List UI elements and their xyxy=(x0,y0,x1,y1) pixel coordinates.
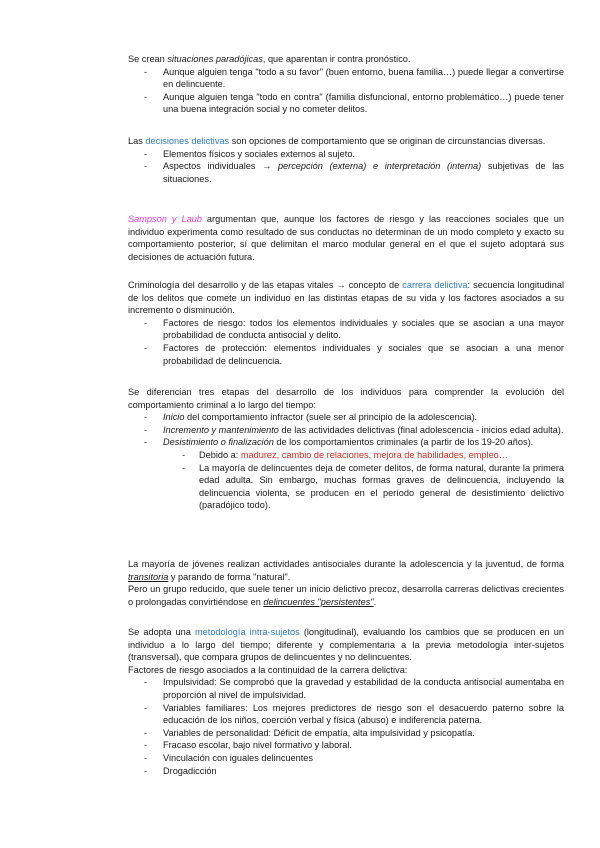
text-run: Se crean xyxy=(128,54,168,64)
list-item xyxy=(128,752,564,765)
text-run: : secuencia longitudinal de los delitos que comete un individuo en las distintas etapas de su vida y los factores asociados a su incremento o disminución. xyxy=(128,280,564,316)
list-item-text: Fracaso escolar, bajo nivel formativo y laboral. xyxy=(163,740,352,751)
bullet-dash: - xyxy=(182,462,186,473)
emphasis-text: Desistimiento o finalización xyxy=(163,437,274,448)
emphasis-text: delincuentes "persistentes" xyxy=(263,596,374,607)
career-paragraph xyxy=(128,279,564,317)
list-item xyxy=(128,91,564,116)
sub-list-item xyxy=(128,462,564,512)
bullet-dash: - xyxy=(144,677,148,688)
bullet-dash: - xyxy=(144,342,148,353)
stages-paragraph: Se diferencian tres etapas del desarrollo de los individuos para comprender la evolución del comportamiento criminal a lo largo del tiempo: xyxy=(128,387,564,410)
emphasis-text: percepción (externa) e interpretación (interna) xyxy=(277,161,482,172)
highlighted-term: metodología intra-sujetos xyxy=(195,627,300,637)
bullet-dash: - xyxy=(144,437,148,448)
text-run: La mayoría de jóvenes realizan actividades antisociales durante la adolescencia y la juventud, de forma xyxy=(128,559,564,569)
text-run: Las xyxy=(128,136,146,146)
criminal-decisions-section xyxy=(128,135,564,185)
list-item xyxy=(128,727,564,740)
list-item-text: Aunque alguien tenga "todo a su favor" (buen entorno, buena familia…) puede llegar a convertirse en delincuente. xyxy=(163,66,564,90)
text-run: Pero un grupo reducido, que suele tener un inicio delictivo precoz, desarrolla carreras delictivas crecientes o prolongadas convirtiéndose en xyxy=(128,584,564,607)
text-run: , que aparentan ir contra pronóstico. xyxy=(262,54,411,64)
list-item xyxy=(128,765,564,778)
highlighted-term: decisiones delictivas xyxy=(145,136,230,146)
sampson-laub-paragraph xyxy=(128,213,564,263)
bullet-dash: - xyxy=(182,449,186,460)
emphasis-text: Incremento y mantenimiento xyxy=(163,424,279,435)
bullet-dash: - xyxy=(144,765,148,776)
bullet-dash: - xyxy=(144,317,148,328)
development-stages-section xyxy=(128,386,564,512)
risk-factors-list xyxy=(128,676,564,777)
list-item-text: Factores de riesgo: todos los elementos individuales y sociales que se asocian a una mayor probabilidad de conducta antisocial y delito. xyxy=(163,317,564,341)
list-item xyxy=(128,676,564,701)
bullet-dash: - xyxy=(144,66,148,77)
list-item-text: Factores de protección: elementos individuales y sociales que se asocian a una menor probabilidad de delincuencia. xyxy=(163,342,564,366)
paradox-list xyxy=(128,66,564,116)
text-run: argumentan que, aunque los factores de riesgo y las reacciones sociales que un individuo experimenta como resultado de sus conductas no determinan de un modo completo y exacto su comportamiento posterior, sí que delimitan el marco modular general en el que el sujeto adoptará sus decisiones de actuación futura. xyxy=(128,214,565,262)
bullet-dash: - xyxy=(144,752,148,763)
list-item xyxy=(128,160,564,185)
list-item-text: Impulsividad: Se comprobó que la gravedad y estabilidad de la conducta antisocial aumentaba en proporción al nivel de impulsividad. xyxy=(163,677,564,700)
text-run: . xyxy=(373,596,377,607)
paradoxical-situations-section xyxy=(128,53,564,116)
list-item xyxy=(128,66,564,91)
emphasis-text: Inicio xyxy=(163,412,185,423)
text-run: Se adopta una xyxy=(128,627,195,637)
list-item xyxy=(128,148,564,161)
list-item xyxy=(128,436,564,449)
text-run: son opciones de comportamiento que se originan de circunstancias diversas. xyxy=(229,136,546,146)
list-item xyxy=(128,424,564,437)
text-run: de los comportamientos criminales (a partir de los 19-20 años). xyxy=(273,437,534,448)
list-item-text: Aunque alguien tenga "todo en contra" (familia disfuncional, entorno problemático…) puede tener una buena integración social y no cometer delitos. xyxy=(163,91,564,115)
risk-factors-heading: Factores de riesgo asociados a la continuidad de la carrera delictiva: xyxy=(128,664,408,675)
list-item-text: Drogadicción xyxy=(163,765,217,776)
paradox-paragraph xyxy=(128,53,564,66)
transitory-persistent-section xyxy=(128,558,564,608)
list-item-text: Elementos físicos y sociales externos al sujeto. xyxy=(163,148,356,159)
text-run: del comportamiento infractor (suele ser al principio de la adolescencia). xyxy=(184,412,478,423)
methodology-section xyxy=(128,626,564,777)
list-item xyxy=(128,317,564,342)
highlighted-reasons: madurez, cambio de relaciones, mejora de habilidades, empleo… xyxy=(240,449,508,460)
emphasis-text: situaciones paradójicas xyxy=(167,54,263,64)
text-run: y parando de forma "natural". xyxy=(168,571,291,582)
list-item-text: Vinculación con iguales delincuentes xyxy=(163,752,313,763)
list-item xyxy=(128,702,564,727)
emphasis-text: transitoria xyxy=(128,571,169,582)
text-run: (longitudinal), evaluando los cambios que se producen en un individuo a lo largo del tiempo; diferente y complementaria a la previa metodología inter-sujetos (transversal), que compara grupos de delincuentes y no delincuentes. xyxy=(128,627,564,663)
sampson-laub-section xyxy=(128,213,564,263)
bullet-dash: - xyxy=(144,740,148,751)
bullet-dash: - xyxy=(144,424,148,435)
bullet-dash: - xyxy=(144,727,148,738)
bullet-dash: - xyxy=(144,702,148,713)
bullet-dash: - xyxy=(144,148,148,159)
list-item xyxy=(128,739,564,752)
bullet-dash: - xyxy=(144,412,148,423)
persistent-paragraph xyxy=(128,583,564,608)
bullet-dash: - xyxy=(144,91,148,102)
text-run: Debido a: xyxy=(199,449,241,460)
bullet-dash: - xyxy=(144,161,148,172)
decisions-paragraph xyxy=(128,135,564,148)
decisions-list xyxy=(128,148,564,186)
criminal-career-section xyxy=(128,279,564,367)
factors-list xyxy=(128,317,564,367)
list-item-text: La mayoría de delincuentes deja de cometer delitos, de forma natural, durante la primera edad adulta. Sin embargo, muchas formas graves de delincuencia, incluyendo la delincuencia violenta, se producen en el período general de desistimiento delictivo (paradójico todo). xyxy=(199,462,564,511)
highlighted-term: carrera delictiva xyxy=(402,280,468,290)
text-run: Criminología del desarrollo y de las etapas vitales → concepto de xyxy=(128,280,403,290)
list-item xyxy=(128,342,564,367)
transitory-paragraph xyxy=(128,558,564,583)
text-run: de las actividades delictivas (final adolescencia - inicios edad adulta). xyxy=(278,424,564,435)
stages-list xyxy=(128,411,564,512)
methodology-paragraph xyxy=(128,626,564,664)
list-item-text: Variables familiares: Los mejores predictores de riesgo son el desacuerdo paterno sobre la educación de los niños, coerción verbal y física (abuso) e indiferencia paterna. xyxy=(163,702,564,726)
text-run: subjetivas de las situaciones. xyxy=(163,161,564,184)
author-names: Sampson y Laub xyxy=(128,214,202,224)
list-item-text: Variables de personalidad: Déficit de empatía, alta impulsividad y psicopatía. xyxy=(163,727,475,738)
list-item xyxy=(128,411,564,424)
text-run: Aspectos individuales → xyxy=(163,161,278,172)
sub-list-item xyxy=(128,449,564,462)
